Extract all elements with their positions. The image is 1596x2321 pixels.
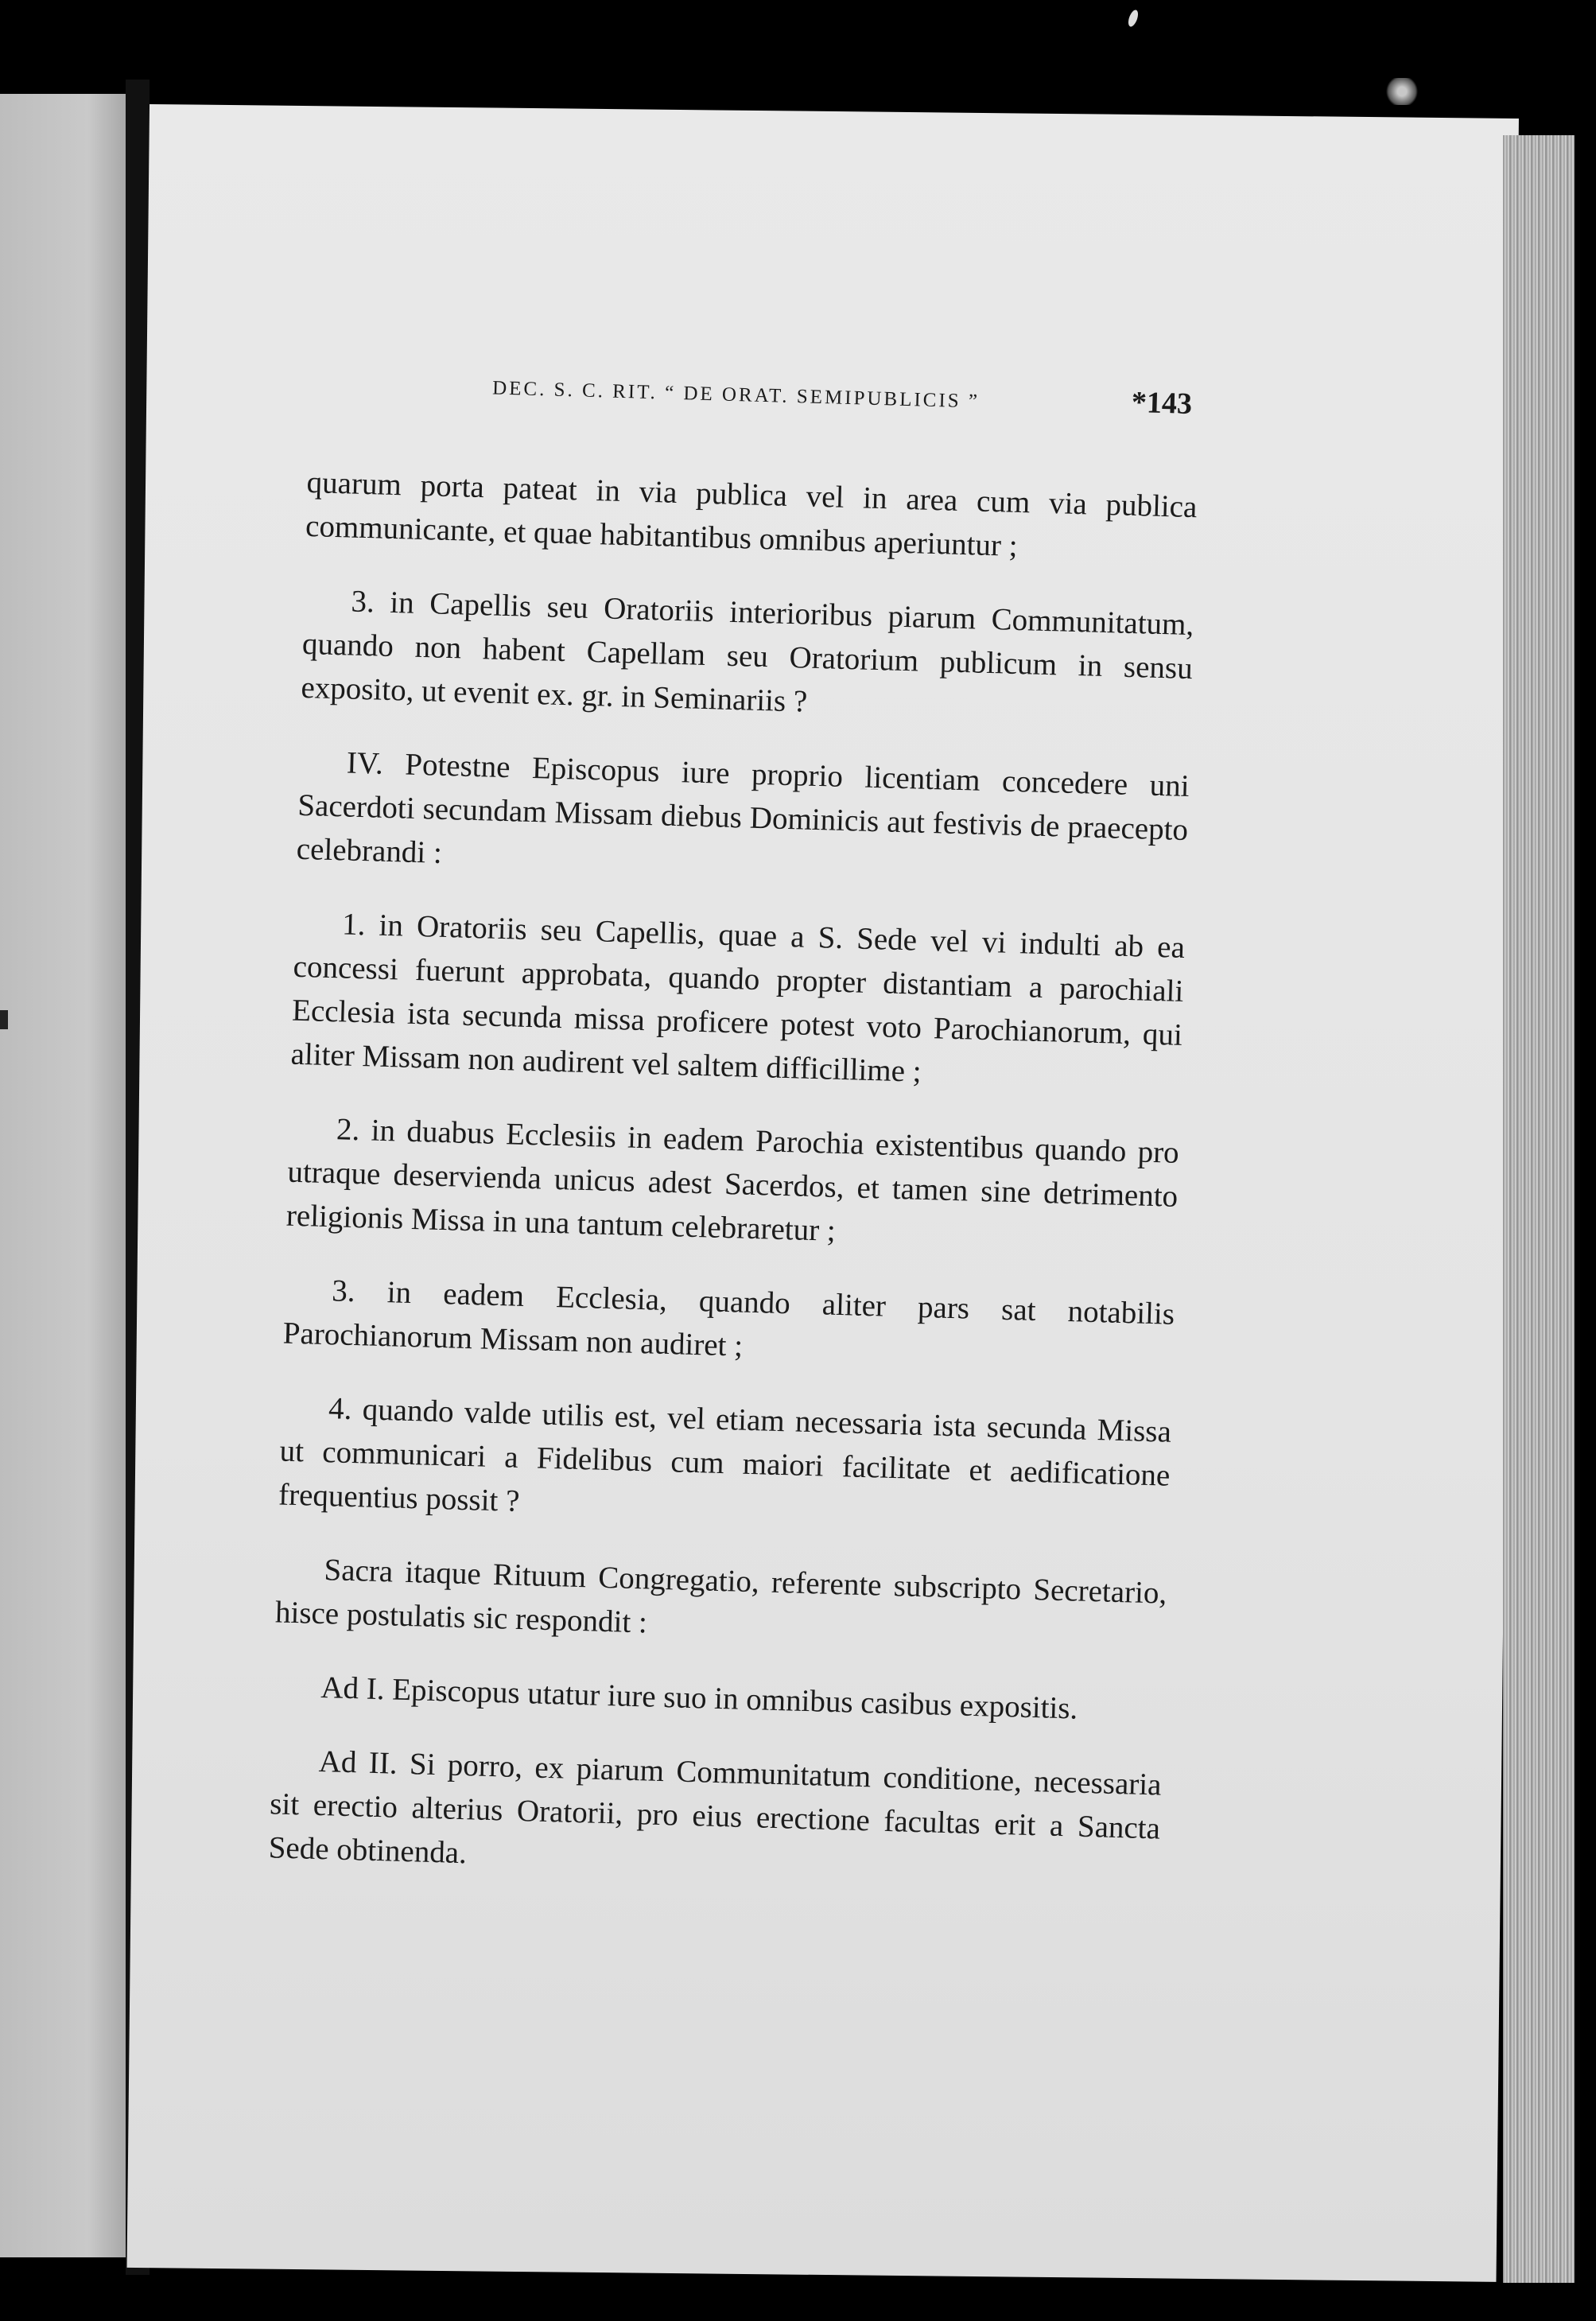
- paragraph-question-3: 3. in Capellis seu Oratoriis interioribus piarum Communitatum, quando non habent Capellam seu Oratorium publicum in sensu exposito, ut evenit ex. gr. in Seminariis ?: [300, 584, 1194, 719]
- page-text: [267, 362, 1201, 1925]
- paragraph-case-3: 3. in eadem Ecclesia, quando aliter pars sat notabilis Parochianorum Missam non audiret ;: [282, 1273, 1175, 1363]
- paragraph-question-iv: IV. Potestne Episcopus iure proprio licentiam concedere uni Sacerdoti secundam Missam diebus Dominicis aut festivis de praecepto celebrandi :: [296, 745, 1190, 870]
- ink-speck: [1127, 9, 1140, 28]
- page-number: *143: [1131, 385, 1193, 421]
- left-page-edge: [0, 94, 126, 2257]
- paragraph-case-2: 2. in duabus Ecclesiis in eadem Parochia existentibus quando pro utraque deservienda unicus adest Sacerdos, et tamen sine detrimento religionis Missa in una tantum celebraretur ;: [285, 1112, 1180, 1248]
- corner-smudge: [1384, 78, 1420, 105]
- page-stack-edge: [1503, 135, 1575, 2283]
- margin-mark: [0, 1010, 8, 1029]
- paragraph-case-1: 1. in Oratoriis seu Capellis, quae a S. Sede vel vi indulti ab ea concessi fuerunt approbata, quando propter distantiam a parochiali Ecclesia ista secunda missa proficere potest voto Parochianorum, qui aliter Missam non audirent vel saltem difficillime ;: [290, 907, 1186, 1089]
- paragraph-case-4: 4. quando valde utilis est, vel etiam necessaria ista secunda Missa ut communicari a Fidelibus cum maiori facilitate et aedificatione frequentius possit ?: [278, 1391, 1172, 1518]
- paragraph-continuation: quarum porta pateat in via publica vel in area cum via publica communicante, et quae habitantibus omnibus aperiuntur ;: [305, 465, 1198, 563]
- paragraph-answer-i: Ad I. Episcopus utatur iure suo in omnibus casibus expositis.: [320, 1670, 1078, 1726]
- paragraph-response-intro: Sacra itaque Rituum Congregatio, referente subscripto Secretario, hisce postulatis sic respondit :: [274, 1553, 1167, 1640]
- running-title: DEC. S. C. RIT. “ DE ORAT. SEMIPUBLICIS ”: [491, 377, 981, 413]
- paragraph-answer-ii: Ad II. Si porro, ex piarum Communitatum conditione, necessaria sit erectio alterius Oratorii, pro eius erectione facultas erit a Sancta Sede obtinenda.: [268, 1744, 1163, 1871]
